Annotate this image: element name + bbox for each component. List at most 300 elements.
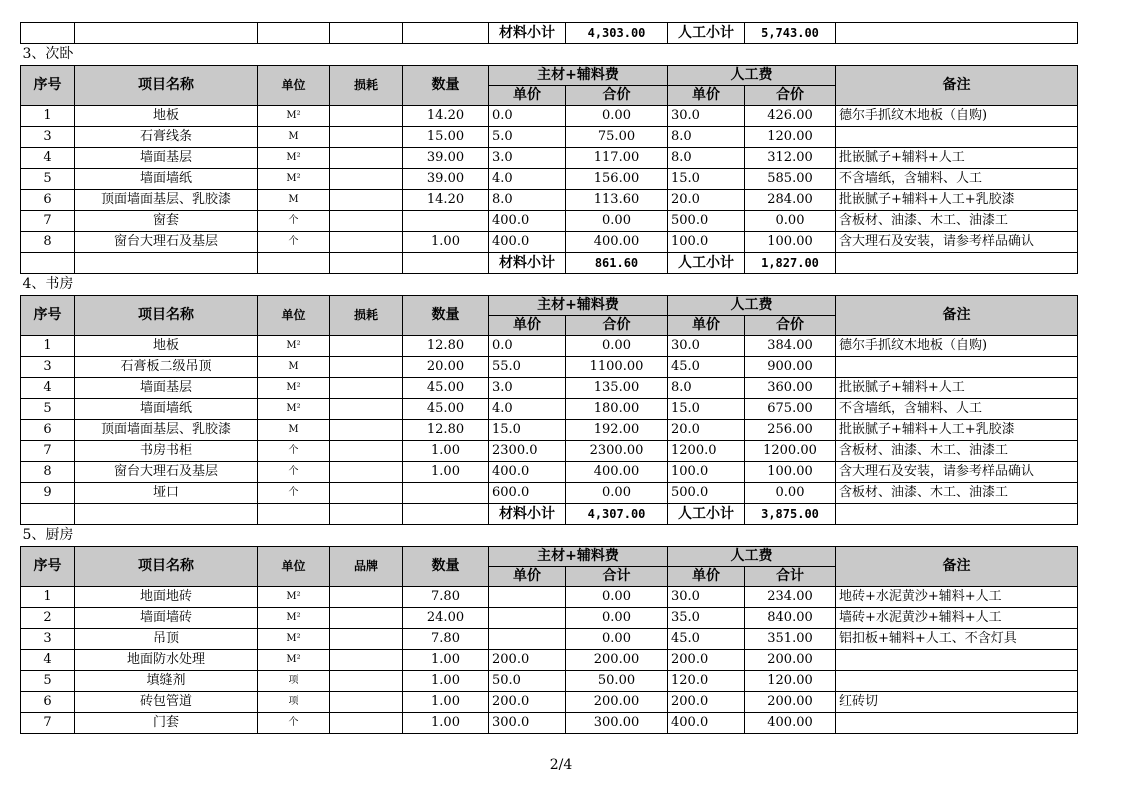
row-labor-total: 120.00 bbox=[745, 127, 836, 148]
row-material-total: 0.00 bbox=[566, 106, 668, 127]
row-note: 地砖+水泥黄沙+辅料+人工 bbox=[836, 587, 1078, 608]
table-row bbox=[21, 441, 1078, 462]
empty-cell bbox=[21, 504, 75, 525]
row-labor-total: 840.00 bbox=[745, 608, 836, 629]
empty-cell bbox=[75, 253, 258, 274]
empty-cell bbox=[403, 504, 489, 525]
header-material: 主材+辅料费 bbox=[489, 66, 668, 86]
table-row bbox=[21, 608, 1078, 629]
row-material-total: 400.00 bbox=[566, 232, 668, 253]
row-col4 bbox=[330, 127, 403, 148]
row-material-price: 2300.0 bbox=[489, 441, 566, 462]
header-labor-total: 合计 bbox=[745, 567, 836, 587]
budget-table bbox=[20, 22, 1078, 734]
header-material-total: 合计 bbox=[566, 567, 668, 587]
row-note bbox=[836, 713, 1078, 734]
row-col4 bbox=[330, 169, 403, 190]
row-seq: 6 bbox=[21, 190, 75, 211]
row-qty: 1.00 bbox=[403, 650, 489, 671]
table-row bbox=[21, 106, 1078, 127]
row-qty bbox=[403, 211, 489, 232]
header-labor: 人工费 bbox=[668, 66, 836, 86]
row-material-total: 0.00 bbox=[566, 608, 668, 629]
row-col4 bbox=[330, 692, 403, 713]
row-material-total: 75.00 bbox=[566, 127, 668, 148]
header-material-total: 合价 bbox=[566, 316, 668, 336]
material-subtotal-label: 材料小计 bbox=[489, 23, 566, 44]
header-row bbox=[21, 547, 1078, 567]
row-material-total: 200.00 bbox=[566, 692, 668, 713]
row-note bbox=[836, 650, 1078, 671]
section-title: 5、厨房 bbox=[21, 525, 1078, 547]
row-labor-total: 426.00 bbox=[745, 106, 836, 127]
header-material: 主材+辅料费 bbox=[489, 547, 668, 567]
table-row bbox=[21, 378, 1078, 399]
row-note bbox=[836, 357, 1078, 378]
material-subtotal-value: 4,307.00 bbox=[566, 504, 668, 525]
row-material-total: 400.00 bbox=[566, 462, 668, 483]
header-row bbox=[21, 296, 1078, 316]
header-labor-unit-price: 单价 bbox=[668, 567, 745, 587]
row-material-price: 4.0 bbox=[489, 399, 566, 420]
row-col4 bbox=[330, 608, 403, 629]
row-unit: 个 bbox=[258, 211, 330, 232]
row-unit: M² bbox=[258, 336, 330, 357]
header-qty: 数量 bbox=[403, 296, 489, 336]
section-title-row bbox=[21, 525, 1078, 547]
row-labor-price: 20.0 bbox=[668, 190, 745, 211]
table-row bbox=[21, 399, 1078, 420]
row-material-price: 3.0 bbox=[489, 378, 566, 399]
row-material-total: 2300.00 bbox=[566, 441, 668, 462]
row-labor-total: 400.00 bbox=[745, 713, 836, 734]
row-unit: 项 bbox=[258, 692, 330, 713]
material-subtotal-value: 4,303.00 bbox=[566, 23, 668, 44]
row-material-price: 0.0 bbox=[489, 336, 566, 357]
row-qty: 14.20 bbox=[403, 106, 489, 127]
row-labor-total: 384.00 bbox=[745, 336, 836, 357]
row-note: 含大理石及安装，请参考样品确认 bbox=[836, 462, 1078, 483]
row-qty: 24.00 bbox=[403, 608, 489, 629]
table-row bbox=[21, 650, 1078, 671]
row-seq: 5 bbox=[21, 399, 75, 420]
table-row bbox=[21, 483, 1078, 504]
header-labor: 人工费 bbox=[668, 547, 836, 567]
labor-subtotal-label: 人工小计 bbox=[668, 23, 745, 44]
row-name: 墙面墙纸 bbox=[75, 399, 258, 420]
row-note bbox=[836, 671, 1078, 692]
row-qty: 1.00 bbox=[403, 462, 489, 483]
row-col4 bbox=[330, 462, 403, 483]
header-unit: 单位 bbox=[258, 547, 330, 587]
row-labor-price: 30.0 bbox=[668, 336, 745, 357]
row-labor-price: 15.0 bbox=[668, 399, 745, 420]
row-unit: M² bbox=[258, 650, 330, 671]
row-col4 bbox=[330, 650, 403, 671]
row-labor-total: 200.00 bbox=[745, 692, 836, 713]
row-labor-total: 256.00 bbox=[745, 420, 836, 441]
row-col4 bbox=[330, 357, 403, 378]
row-note: 墙砖+水泥黄沙+辅料+人工 bbox=[836, 608, 1078, 629]
row-labor-price: 8.0 bbox=[668, 148, 745, 169]
row-material-total: 0.00 bbox=[566, 629, 668, 650]
row-material-price: 5.0 bbox=[489, 127, 566, 148]
row-note: 含板材、油漆、木工、油漆工 bbox=[836, 211, 1078, 232]
row-labor-total: 351.00 bbox=[745, 629, 836, 650]
row-material-price: 400.0 bbox=[489, 232, 566, 253]
row-unit: M² bbox=[258, 608, 330, 629]
row-qty: 45.00 bbox=[403, 378, 489, 399]
row-labor-price: 100.0 bbox=[668, 462, 745, 483]
table-row bbox=[21, 713, 1078, 734]
row-labor-price: 400.0 bbox=[668, 713, 745, 734]
header-name: 项目名称 bbox=[75, 547, 258, 587]
header-labor-total: 合价 bbox=[745, 86, 836, 106]
row-labor-total: 284.00 bbox=[745, 190, 836, 211]
row-labor-total: 900.00 bbox=[745, 357, 836, 378]
row-labor-price: 15.0 bbox=[668, 169, 745, 190]
header-note: 备注 bbox=[836, 296, 1078, 336]
row-material-total: 0.00 bbox=[566, 336, 668, 357]
row-note: 铝扣板+辅料+人工、不含灯具 bbox=[836, 629, 1078, 650]
row-col4 bbox=[330, 190, 403, 211]
row-material-price: 55.0 bbox=[489, 357, 566, 378]
section-title-row bbox=[21, 274, 1078, 296]
header-unit: 单位 bbox=[258, 296, 330, 336]
row-seq: 4 bbox=[21, 378, 75, 399]
row-qty: 1.00 bbox=[403, 713, 489, 734]
row-labor-total: 585.00 bbox=[745, 169, 836, 190]
row-name: 石膏板二级吊顶 bbox=[75, 357, 258, 378]
row-note: 批嵌腻子+辅料+人工+乳胶漆 bbox=[836, 190, 1078, 211]
row-name: 墙面墙纸 bbox=[75, 169, 258, 190]
row-labor-price: 500.0 bbox=[668, 211, 745, 232]
row-material-total: 0.00 bbox=[566, 211, 668, 232]
row-name: 砖包管道 bbox=[75, 692, 258, 713]
header-unit: 单位 bbox=[258, 66, 330, 106]
row-seq: 6 bbox=[21, 420, 75, 441]
row-labor-total: 675.00 bbox=[745, 399, 836, 420]
row-material-price: 600.0 bbox=[489, 483, 566, 504]
row-qty bbox=[403, 483, 489, 504]
table-row bbox=[21, 190, 1078, 211]
table-row bbox=[21, 692, 1078, 713]
material-subtotal-value: 861.60 bbox=[566, 253, 668, 274]
row-material-price bbox=[489, 608, 566, 629]
empty-cell bbox=[258, 253, 330, 274]
table-row bbox=[21, 169, 1078, 190]
row-unit: M bbox=[258, 420, 330, 441]
row-name: 顶面墙面基层、乳胶漆 bbox=[75, 420, 258, 441]
row-labor-price: 35.0 bbox=[668, 608, 745, 629]
row-note: 含板材、油漆、木工、油漆工 bbox=[836, 483, 1078, 504]
row-labor-total: 1200.00 bbox=[745, 441, 836, 462]
row-qty: 45.00 bbox=[403, 399, 489, 420]
row-labor-total: 0.00 bbox=[745, 483, 836, 504]
row-material-price: 0.0 bbox=[489, 106, 566, 127]
row-qty: 7.80 bbox=[403, 629, 489, 650]
row-name: 吊顶 bbox=[75, 629, 258, 650]
empty-cell bbox=[403, 23, 489, 44]
row-name: 墙面基层 bbox=[75, 148, 258, 169]
row-col4 bbox=[330, 336, 403, 357]
row-note: 批嵌腻子+辅料+人工+乳胶漆 bbox=[836, 420, 1078, 441]
row-labor-price: 1200.0 bbox=[668, 441, 745, 462]
row-material-price: 50.0 bbox=[489, 671, 566, 692]
row-col4 bbox=[330, 399, 403, 420]
labor-subtotal-label: 人工小计 bbox=[668, 504, 745, 525]
labor-subtotal-value: 1,827.00 bbox=[745, 253, 836, 274]
row-name: 垭口 bbox=[75, 483, 258, 504]
header-seq: 序号 bbox=[21, 66, 75, 106]
row-seq: 5 bbox=[21, 671, 75, 692]
row-labor-price: 120.0 bbox=[668, 671, 745, 692]
row-material-price: 3.0 bbox=[489, 148, 566, 169]
row-seq: 3 bbox=[21, 127, 75, 148]
row-qty: 1.00 bbox=[403, 671, 489, 692]
header-labor-unit-price: 单价 bbox=[668, 86, 745, 106]
row-seq: 6 bbox=[21, 692, 75, 713]
row-labor-price: 8.0 bbox=[668, 378, 745, 399]
row-labor-price: 8.0 bbox=[668, 127, 745, 148]
page-number: 2/4 bbox=[549, 757, 573, 773]
empty-cell bbox=[75, 504, 258, 525]
empty-cell bbox=[258, 23, 330, 44]
row-material-price bbox=[489, 587, 566, 608]
row-qty: 39.00 bbox=[403, 148, 489, 169]
row-qty: 1.00 bbox=[403, 692, 489, 713]
row-unit: 个 bbox=[258, 232, 330, 253]
empty-cell bbox=[330, 504, 403, 525]
row-qty: 20.00 bbox=[403, 357, 489, 378]
row-labor-price: 45.0 bbox=[668, 629, 745, 650]
header-material-total: 合价 bbox=[566, 86, 668, 106]
row-seq: 7 bbox=[21, 211, 75, 232]
empty-cell bbox=[21, 253, 75, 274]
row-note: 批嵌腻子+辅料+人工 bbox=[836, 148, 1078, 169]
row-unit: M² bbox=[258, 148, 330, 169]
empty-cell bbox=[403, 253, 489, 274]
table-row bbox=[21, 232, 1078, 253]
row-material-price: 200.0 bbox=[489, 692, 566, 713]
empty-cell bbox=[75, 23, 258, 44]
header-row bbox=[21, 66, 1078, 86]
row-col4 bbox=[330, 713, 403, 734]
row-note bbox=[836, 127, 1078, 148]
row-material-price: 4.0 bbox=[489, 169, 566, 190]
row-labor-total: 0.00 bbox=[745, 211, 836, 232]
row-material-price: 15.0 bbox=[489, 420, 566, 441]
row-qty: 1.00 bbox=[403, 232, 489, 253]
row-seq: 7 bbox=[21, 713, 75, 734]
row-material-total: 180.00 bbox=[566, 399, 668, 420]
row-unit: M² bbox=[258, 169, 330, 190]
row-seq: 1 bbox=[21, 587, 75, 608]
header-name: 项目名称 bbox=[75, 296, 258, 336]
row-material-price: 200.0 bbox=[489, 650, 566, 671]
row-seq: 2 bbox=[21, 608, 75, 629]
row-col4 bbox=[330, 587, 403, 608]
row-seq: 4 bbox=[21, 650, 75, 671]
row-seq: 8 bbox=[21, 462, 75, 483]
row-col4 bbox=[330, 671, 403, 692]
row-col4 bbox=[330, 148, 403, 169]
header-col4: 损耗 bbox=[330, 296, 403, 336]
row-seq: 5 bbox=[21, 169, 75, 190]
row-unit: 个 bbox=[258, 713, 330, 734]
row-unit: M bbox=[258, 190, 330, 211]
header-labor: 人工费 bbox=[668, 296, 836, 316]
header-material-unit-price: 单价 bbox=[489, 86, 566, 106]
material-subtotal-label: 材料小计 bbox=[489, 504, 566, 525]
row-seq: 4 bbox=[21, 148, 75, 169]
row-labor-total: 200.00 bbox=[745, 650, 836, 671]
empty-cell bbox=[258, 504, 330, 525]
row-qty: 15.00 bbox=[403, 127, 489, 148]
row-name: 窗套 bbox=[75, 211, 258, 232]
row-unit: M bbox=[258, 357, 330, 378]
row-labor-price: 20.0 bbox=[668, 420, 745, 441]
labor-subtotal-label: 人工小计 bbox=[668, 253, 745, 274]
material-subtotal-label: 材料小计 bbox=[489, 253, 566, 274]
summary-row bbox=[21, 504, 1078, 525]
empty-cell bbox=[330, 253, 403, 274]
row-qty: 7.80 bbox=[403, 587, 489, 608]
row-labor-price: 30.0 bbox=[668, 587, 745, 608]
row-seq: 1 bbox=[21, 336, 75, 357]
row-name: 石膏线条 bbox=[75, 127, 258, 148]
row-labor-price: 200.0 bbox=[668, 650, 745, 671]
row-unit: 个 bbox=[258, 483, 330, 504]
labor-subtotal-value: 5,743.00 bbox=[745, 23, 836, 44]
row-seq: 1 bbox=[21, 106, 75, 127]
empty-cell bbox=[330, 23, 403, 44]
row-material-total: 50.00 bbox=[566, 671, 668, 692]
row-material-total: 135.00 bbox=[566, 378, 668, 399]
row-col4 bbox=[330, 441, 403, 462]
header-name: 项目名称 bbox=[75, 66, 258, 106]
row-seq: 3 bbox=[21, 357, 75, 378]
empty-cell bbox=[836, 253, 1078, 274]
row-col4 bbox=[330, 420, 403, 441]
row-labor-price: 30.0 bbox=[668, 106, 745, 127]
row-qty: 39.00 bbox=[403, 169, 489, 190]
row-name: 填缝剂 bbox=[75, 671, 258, 692]
row-col4 bbox=[330, 483, 403, 504]
header-seq: 序号 bbox=[21, 547, 75, 587]
row-material-total: 113.60 bbox=[566, 190, 668, 211]
row-material-total: 1100.00 bbox=[566, 357, 668, 378]
row-material-total: 117.00 bbox=[566, 148, 668, 169]
row-unit: M² bbox=[258, 106, 330, 127]
row-seq: 9 bbox=[21, 483, 75, 504]
table-row bbox=[21, 336, 1078, 357]
row-note: 含大理石及安装，请参考样品确认 bbox=[836, 232, 1078, 253]
row-qty: 12.80 bbox=[403, 336, 489, 357]
row-unit: M² bbox=[258, 399, 330, 420]
row-material-total: 200.00 bbox=[566, 650, 668, 671]
row-material-price: 400.0 bbox=[489, 462, 566, 483]
row-labor-total: 120.00 bbox=[745, 671, 836, 692]
row-unit: M bbox=[258, 127, 330, 148]
table-row bbox=[21, 148, 1078, 169]
row-labor-price: 100.0 bbox=[668, 232, 745, 253]
row-labor-total: 312.00 bbox=[745, 148, 836, 169]
header-material: 主材+辅料费 bbox=[489, 296, 668, 316]
row-name: 墙面墙砖 bbox=[75, 608, 258, 629]
row-unit: M² bbox=[258, 378, 330, 399]
row-labor-total: 100.00 bbox=[745, 462, 836, 483]
row-material-total: 0.00 bbox=[566, 483, 668, 504]
row-col4 bbox=[330, 211, 403, 232]
section-title: 3、次卧 bbox=[21, 44, 1078, 66]
empty-cell bbox=[836, 23, 1078, 44]
row-material-price: 8.0 bbox=[489, 190, 566, 211]
empty-cell bbox=[21, 23, 75, 44]
row-note: 含板材、油漆、木工、油漆工 bbox=[836, 441, 1078, 462]
row-labor-price: 200.0 bbox=[668, 692, 745, 713]
row-unit: M² bbox=[258, 629, 330, 650]
row-col4 bbox=[330, 106, 403, 127]
row-qty: 12.80 bbox=[403, 420, 489, 441]
row-note: 批嵌腻子+辅料+人工 bbox=[836, 378, 1078, 399]
row-note: 红砖切 bbox=[836, 692, 1078, 713]
row-material-price bbox=[489, 629, 566, 650]
row-material-total: 192.00 bbox=[566, 420, 668, 441]
row-name: 顶面墙面基层、乳胶漆 bbox=[75, 190, 258, 211]
row-col4 bbox=[330, 629, 403, 650]
row-material-total: 156.00 bbox=[566, 169, 668, 190]
row-seq: 3 bbox=[21, 629, 75, 650]
table-row bbox=[21, 211, 1078, 232]
header-material-unit-price: 单价 bbox=[489, 567, 566, 587]
row-labor-total: 234.00 bbox=[745, 587, 836, 608]
row-labor-total: 360.00 bbox=[745, 378, 836, 399]
row-unit: M² bbox=[258, 587, 330, 608]
row-seq: 7 bbox=[21, 441, 75, 462]
header-col4: 品牌 bbox=[330, 547, 403, 587]
empty-cell bbox=[836, 504, 1078, 525]
row-labor-total: 100.00 bbox=[745, 232, 836, 253]
table-row bbox=[21, 357, 1078, 378]
table-row bbox=[21, 462, 1078, 483]
table-row bbox=[21, 671, 1078, 692]
row-qty: 1.00 bbox=[403, 441, 489, 462]
row-labor-price: 500.0 bbox=[668, 483, 745, 504]
row-name: 书房书柜 bbox=[75, 441, 258, 462]
row-material-price: 400.0 bbox=[489, 211, 566, 232]
row-material-price: 300.0 bbox=[489, 713, 566, 734]
section-title-row bbox=[21, 44, 1078, 66]
row-name: 地面地砖 bbox=[75, 587, 258, 608]
row-note: 不含墙纸，含辅料、人工 bbox=[836, 169, 1078, 190]
row-seq: 8 bbox=[21, 232, 75, 253]
header-seq: 序号 bbox=[21, 296, 75, 336]
table-row bbox=[21, 127, 1078, 148]
row-qty: 14.20 bbox=[403, 190, 489, 211]
row-col4 bbox=[330, 232, 403, 253]
header-col4: 损耗 bbox=[330, 66, 403, 106]
row-note: 德尔手抓纹木地板（自购) bbox=[836, 106, 1078, 127]
row-name: 地面防水处理 bbox=[75, 650, 258, 671]
row-note: 德尔手抓纹木地板（自购) bbox=[836, 336, 1078, 357]
row-name: 窗台大理石及基层 bbox=[75, 232, 258, 253]
row-name: 墙面基层 bbox=[75, 378, 258, 399]
header-labor-total: 合价 bbox=[745, 316, 836, 336]
row-unit: 个 bbox=[258, 462, 330, 483]
header-note: 备注 bbox=[836, 547, 1078, 587]
row-name: 窗台大理石及基层 bbox=[75, 462, 258, 483]
